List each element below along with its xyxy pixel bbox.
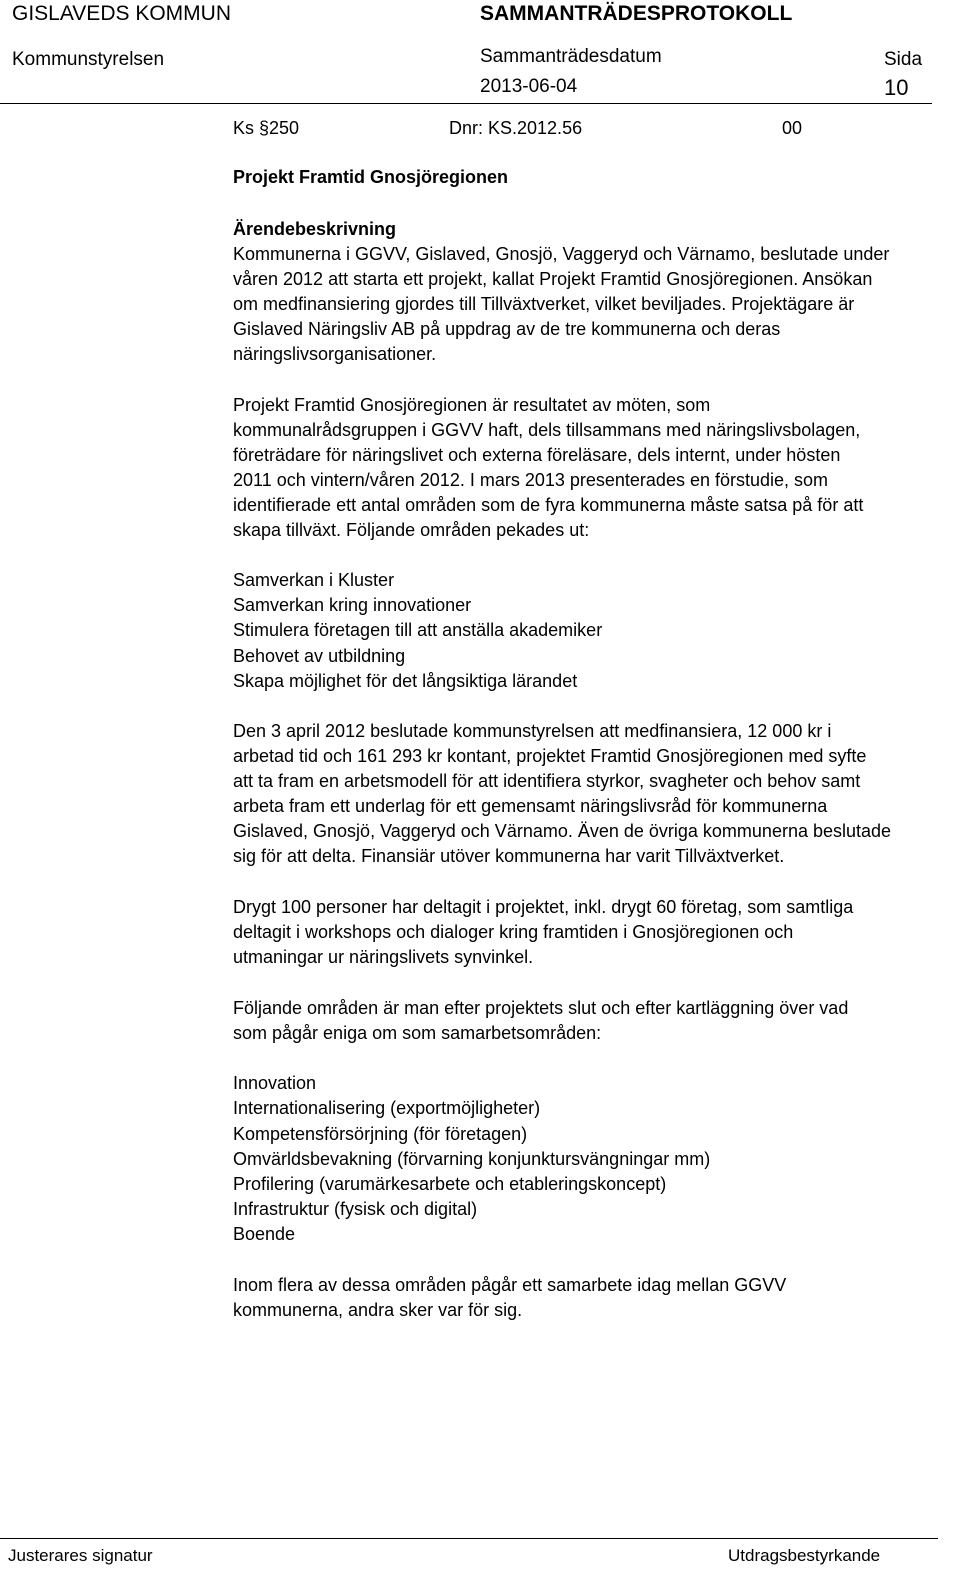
- list-item: Kompetensförsörjning (för företagen): [233, 1124, 528, 1144]
- page-title: Projekt Framtid Gnosjöregionen: [233, 167, 509, 187]
- signature-label: Justerares signatur: [8, 1546, 153, 1565]
- list-item: Infrastruktur (fysisk och digital): [233, 1199, 478, 1219]
- organization-name: GISLAVEDS KOMMUN: [12, 2, 231, 25]
- list-item: Stimulera företagen till att anställa akademiker: [233, 620, 603, 640]
- list-item: Skapa möjlighet för det långsiktiga lärandet: [233, 671, 578, 691]
- case-diary-number: Dnr: KS.2012.56: [449, 118, 583, 138]
- certification-label: Utdragsbestyrkande: [728, 1546, 881, 1565]
- text-line: deltagit i workshops och dialoger kring framtiden i Gnosjöregionen och: [233, 922, 794, 942]
- header-divider: [0, 103, 932, 104]
- page-number: 10: [884, 75, 909, 100]
- text-line: Den 3 april 2012 beslutade kommunstyrelsen att medfinansiera, 12 000 kr i: [233, 721, 832, 741]
- meeting-date: 2013-06-04: [480, 76, 578, 97]
- text-line: företrädare för näringslivet och externa föreläsare, dels internt, under hösten: [233, 445, 841, 465]
- list-item: Samverkan kring innovationer: [233, 595, 472, 615]
- text-line: 2011 och vintern/våren 2012. I mars 2013 presenterades en förstudie, som: [233, 470, 829, 490]
- text-line: arbeta fram ett underlag för ett gemensamt näringslivsråd för kommunerna: [233, 796, 828, 816]
- text-line: Projekt Framtid Gnosjöregionen är resultatet av möten, som: [233, 395, 711, 415]
- footer-divider: [0, 1538, 938, 1539]
- list-item: Omvärldsbevakning (förvarning konjunktursvängningar mm): [233, 1149, 711, 1169]
- text-line: näringslivsorganisationer.: [233, 344, 437, 364]
- list-item: Innovation: [233, 1073, 317, 1093]
- text-line: identifierade ett antal områden som de fyra kommunerna måste satsa på för att: [233, 495, 864, 515]
- text-line: arbetad tid och 161 293 kr kontant, projektet Framtid Gnosjöregionen med syfte: [233, 746, 867, 766]
- case-suffix: 00: [782, 118, 803, 138]
- page-label: Sida: [884, 49, 923, 70]
- list-item: Internationalisering (exportmöjligheter): [233, 1098, 541, 1118]
- text-line: Kommunerna i GGVV, Gislaved, Gnosjö, Vaggeryd och Värnamo, beslutade under: [233, 244, 890, 264]
- list-item: Boende: [233, 1224, 296, 1244]
- text-line: våren 2012 att starta ett projekt, kallat Projekt Framtid Gnosjöregionen. Ansökan: [233, 269, 873, 289]
- text-line: sig för att delta. Finansiär utöver kommunerna har varit Tillväxtverket.: [233, 846, 785, 866]
- text-line: kommunerna, andra sker var för sig.: [233, 1300, 523, 1320]
- text-line: Drygt 100 personer har deltagit i projektet, inkl. drygt 60 företag, som samtliga: [233, 897, 854, 917]
- meeting-date-label: Sammanträdesdatum: [480, 46, 662, 67]
- text-line: Gislaved Näringsliv AB på uppdrag av de tre kommunerna och deras: [233, 319, 781, 339]
- text-line: Gislaved, Gnosjö, Vaggeryd och Värnamo. Även de övriga kommunerna beslutade: [233, 821, 892, 841]
- text-line: skapa tillväxt. Följande områden pekades ut:: [233, 520, 590, 540]
- text-line: att ta fram en arbetsmodell för att identifiera styrkor, svagheter och behov samt: [233, 771, 861, 791]
- section-heading: Ärendebeskrivning: [233, 219, 397, 239]
- text-line: om medfinansiering gjordes till Tillväxtverket, vilket beviljades. Projektägare är: [233, 294, 855, 314]
- text-line: utmaningar ur näringslivets synvinkel.: [233, 947, 534, 967]
- list-item: Behovet av utbildning: [233, 646, 406, 666]
- text-line: Inom flera av dessa områden pågår ett samarbete idag mellan GGVV: [233, 1275, 787, 1295]
- document-type: SAMMANTRÄDESPROTOKOLL: [480, 2, 793, 25]
- list-item: Samverkan i Kluster: [233, 570, 395, 590]
- text-line: kommunalrådsgruppen i GGVV haft, dels tillsammans med näringslivsbolagen,: [233, 420, 861, 440]
- text-line: som pågår eniga om som samarbetsområden:: [233, 1023, 602, 1043]
- text-line: Följande områden är man efter projektets slut och efter kartläggning över vad: [233, 998, 849, 1018]
- case-section-number: Ks §250: [233, 118, 300, 138]
- list-item: Profilering (varumärkesarbete och etableringskoncept): [233, 1174, 667, 1194]
- board-name: Kommunstyrelsen: [12, 49, 165, 70]
